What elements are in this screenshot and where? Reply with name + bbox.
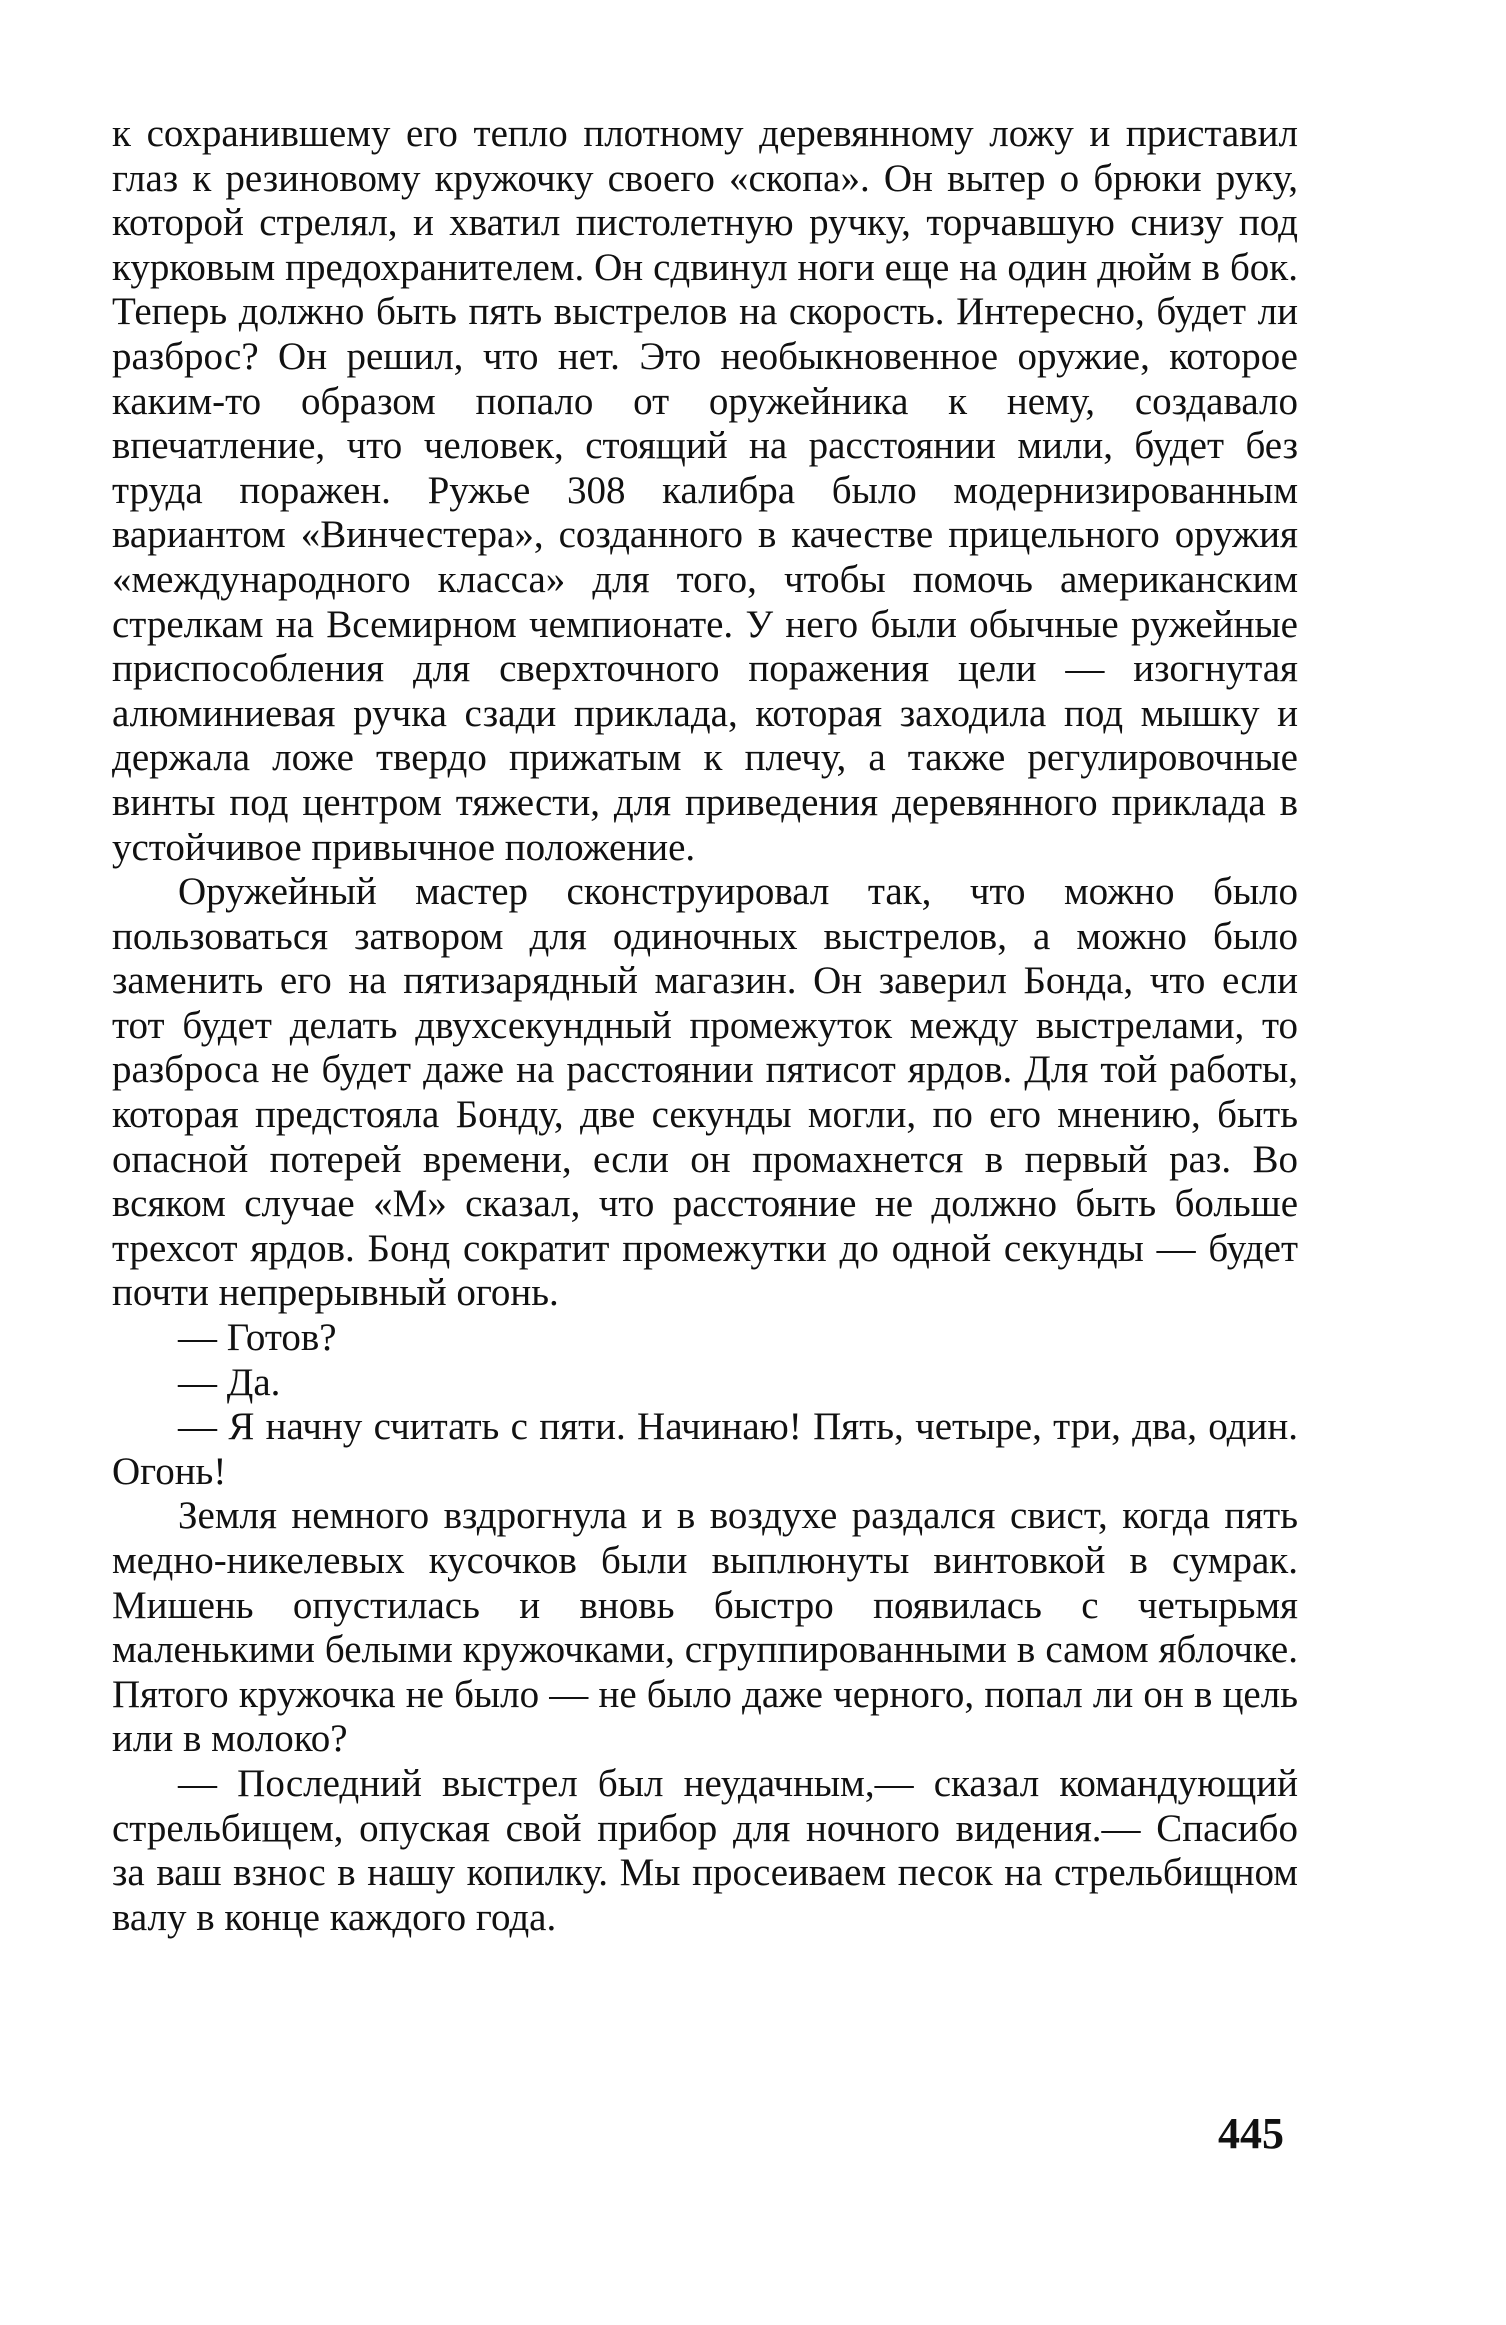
paragraph-1: к сохранившему его тепло плотному деревянному ложу и приставил глаз к резиновому кружочку своего «скопа». Он вытер о брюки руку, которой стрелял, и хватил пистолетную ручку, торчавшую снизу под курковым предохранителем. Он сдвинул ноги еще на один дюйм в бок. Теперь должно быть пять выстрелов на скорость. Интересно, будет ли разброс? Он решил, что нет. Это необыкновенное оружие, которое каким-то образом попало от оружейника к нему, создавало впечатление, что человек, стоящий на расстоянии мили, будет без труда поражен. Ружье 308 калибра было модернизированным вариантом «Винчестера», созданного в качестве прицельного оружия «международного класса» для того, чтобы помочь американским стрелкам на Всемирном чемпионате. У него были обычные ружейные приспособления для сверхточного поражения цели — изогнутая алюминиевая ручка сзади приклада, которая заходила под мышку и держала ложе твердо прижатым к плечу, а также регулировочные винты под центром тяжести, для приведения деревянного приклада в устойчивое привычное положение.	[112, 112, 1298, 869]
dialogue-line-2: — Да.	[178, 1360, 281, 1404]
paragraph-4: — Последний выстрел был неудачным,— сказал командующий стрельбищем, опуская свой прибор для ночного видения.— Спасибо за ваш взнос в нашу копилку. Мы просеиваем песок на стрельбищном валу в конце каждого года.	[112, 1761, 1298, 1939]
page-number: 445	[1218, 2109, 1284, 2158]
dialogue-line-3: — Я начну считать с пяти. Начинаю! Пять, четыре, три, два, один. Огонь!	[112, 1405, 1298, 1493]
paragraph-2: Оружейный мастер сконструировал так, что можно было пользоваться затвором для одиночных выстрелов, а можно было заменить его на пятизарядный магазин. Он заверил Бонда, что если тот будет делать двухсекундный промежуток между выстрелами, то разброса не будет даже на расстоянии пятисот ярдов. Для той работы, которая предстояла Бонду, две секунды могли, по его мнению, быть опасной потерей времени, если он промахнется в первый раз. Во всяком случае «М» сказал, что расстояние не должно быть больше трехсот ярдов. Бонд сократит промежутки до одной секунды — будет почти непрерывный огонь.	[112, 870, 1298, 1315]
paragraph-3: Земля немного вздрогнула и в воздухе раздался свист, когда пять медно-никелевых кусочков были выплюнуты винтовкой в сумрак. Мишень опустилась и вновь быстро появилась с четырьмя маленькими белыми кружочками, сгруппированными в самом яблочке. Пятого кружочка не было — не было даже черного, попал ли он в цель или в молоко?	[112, 1494, 1298, 1761]
dialogue-line-1: — Готов?	[178, 1316, 337, 1360]
page-body	[112, 112, 1298, 1940]
